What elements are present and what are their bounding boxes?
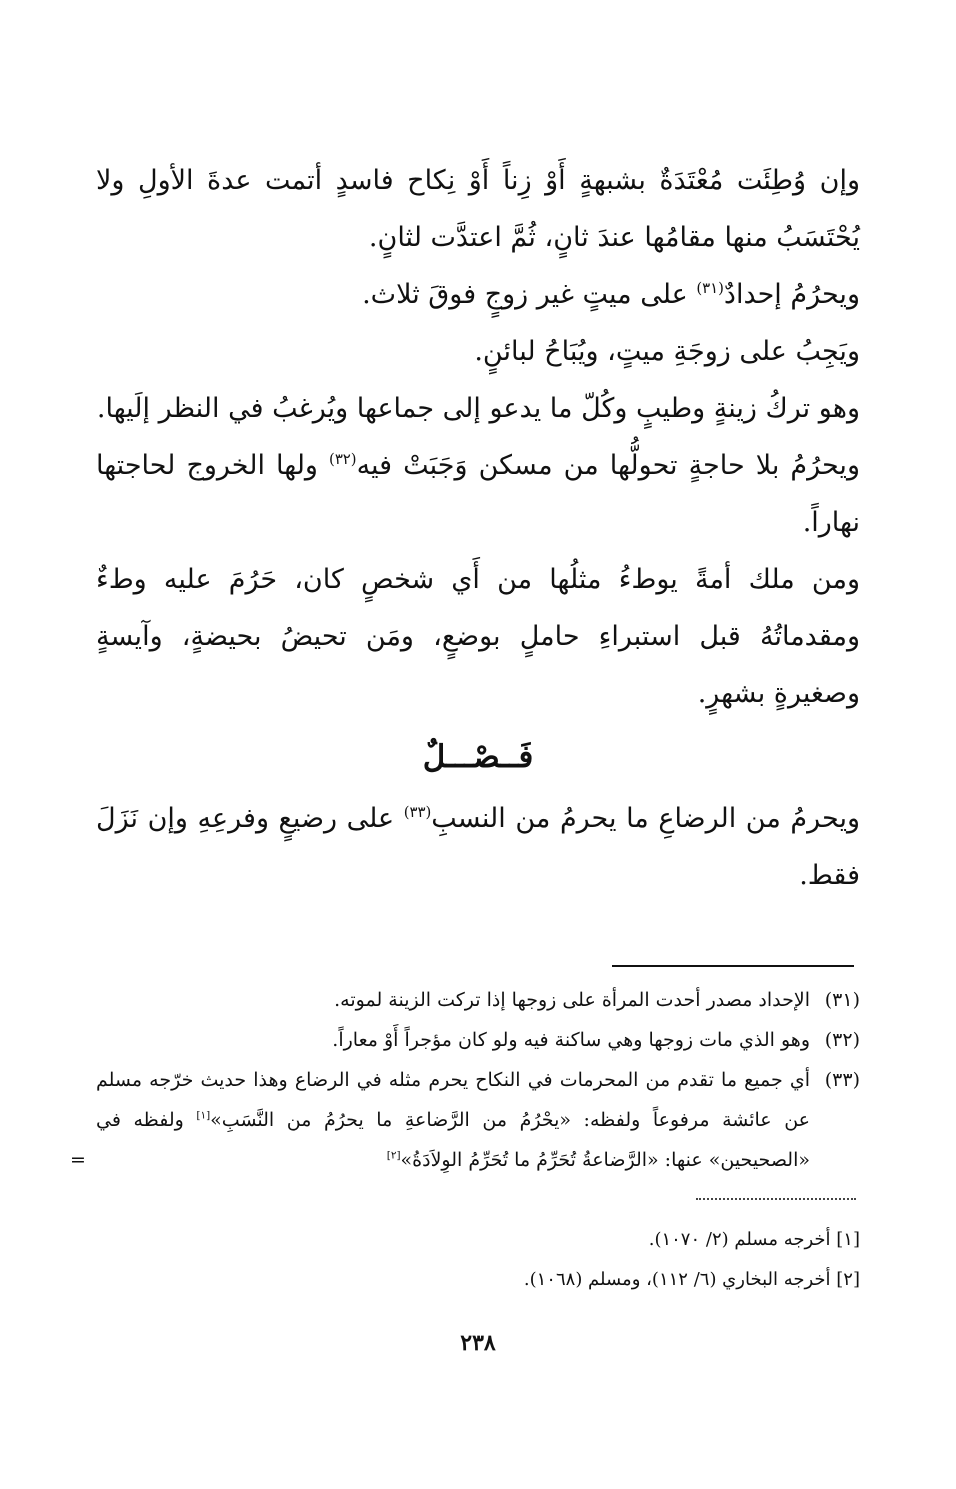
footnote-ref-32: (٣٢) [329, 450, 357, 468]
footnote-separator [612, 965, 854, 967]
subnote-ref-2: [٢] [386, 1149, 401, 1162]
paragraph-7-text-b: على رضيعٍ وفرعِهِ وإن نَزَلَ فقط. [96, 803, 860, 891]
page-number: ٢٣٨ [460, 1330, 496, 1356]
footnote-text [70, 1060, 810, 1180]
paragraph-1: وإن وُطِئَت مُعْتَدَةٌ بشبهةٍ أَوْ زِناً أَوْ نِكاح فاسدٍ أتمت عدةَ الأولِ ولا يُحْتَسَبُ منها مقامُها عندَ ثانٍ، ثُمَّ اعتدَّت لثانٍ. [96, 165, 860, 253]
footnotes [70, 980, 860, 1180]
paragraph-6: ومن ملك أمةً يوطءُ مثلُها من أَي شخصٍ كان، حَرُمَ عليه وطءٌ ومقدماتُهُ قبل استبراءِ حاملٍ بوضعٍ، ومَن تحيضُ بحيضةٍ، وآيسةٍ وصغيرةٍ بشهرٍ. [96, 564, 860, 709]
footnote-31 [96, 980, 860, 1020]
footnote-ref-33: (٣٣) [403, 803, 432, 821]
footnote-number: (٣٢) [824, 1029, 860, 1051]
subnote-separator [696, 1198, 856, 1208]
footnote-number: (٣١) [824, 989, 860, 1011]
main-text [96, 152, 860, 904]
paragraph-2-text-a: ويحرُمُ إحدادٌ [723, 279, 860, 310]
footnote-number: (٣٣) [824, 1069, 860, 1091]
paragraph-5-text-b: ولها الخروج لحاجتها نهاراً. [96, 450, 860, 538]
footnote-text: وهو الذي مات زوجها وهي ساكنة فيه ولو كان مؤجراً أَوْ معاراً. [332, 1029, 810, 1051]
footnote-text-b: ولفظه في «الصحيحين» عنها: «الرَّضاعةُ تُحَرِّمُ ما تُحَرِّمُ الوِلاَدَةُ» [96, 1109, 810, 1171]
footnote-33 [70, 1060, 860, 1180]
section-heading: فَــصْـــلٌ [422, 739, 534, 775]
paragraph-7 [96, 790, 860, 904]
paragraph-5 [96, 437, 860, 551]
footnote-text: الإحداد مصدر أحدت المرأة على زوجها إذا تركت الزينة لموته. [334, 989, 810, 1011]
footnote-text-a: أي جميع ما تقدم من المحرمات في النكاح يحرم مثله في الرضاع وهذا حديث خرّجه مسلم عن عائشة مرفوعاً ولفظه: «يحْرُمُ من الرَّضاعةِ ما يحرُمُ من النَّسَبِ» [96, 1069, 810, 1131]
paragraph-7-text-a: ويحرمُ من الرضاعِ ما يحرمُ من النسبِ [431, 803, 860, 834]
footnote-ref-31: (٣١) [696, 279, 724, 297]
paragraph-2-text-b: على ميتٍ غير زوجٍ فوقَ ثلاث. [362, 279, 697, 310]
subnotes [96, 1220, 860, 1300]
continuation-mark: = [70, 1149, 86, 1171]
paragraph-2 [96, 266, 860, 323]
subnote-2: [٢] أخرجه البخاري (٦/ ١١٢)، ومسلم (١٠٦٨). [523, 1269, 860, 1290]
paragraph-3: ويَجِبُ على زوجَةِ ميتٍ، ويُبَاحُ لبائنٍ. [474, 336, 860, 367]
footnote-32 [96, 1020, 860, 1060]
subnote-1: [١] أخرجه مسلم (٢/ ١٠٧٠). [648, 1229, 860, 1250]
subnote-ref-1: [١] [196, 1109, 211, 1122]
paragraph-5-text-a: ويحرُمُ بلا حاجةٍ تحولُّها من مسكن وَجَبَتْ فيه [356, 450, 860, 481]
paragraph-4: وهو تركُ زينةٍ وطيبٍ وكُلّ ما يدعو إلى جماعها ويُرغبُ في النظر إلَيها. [96, 393, 860, 424]
